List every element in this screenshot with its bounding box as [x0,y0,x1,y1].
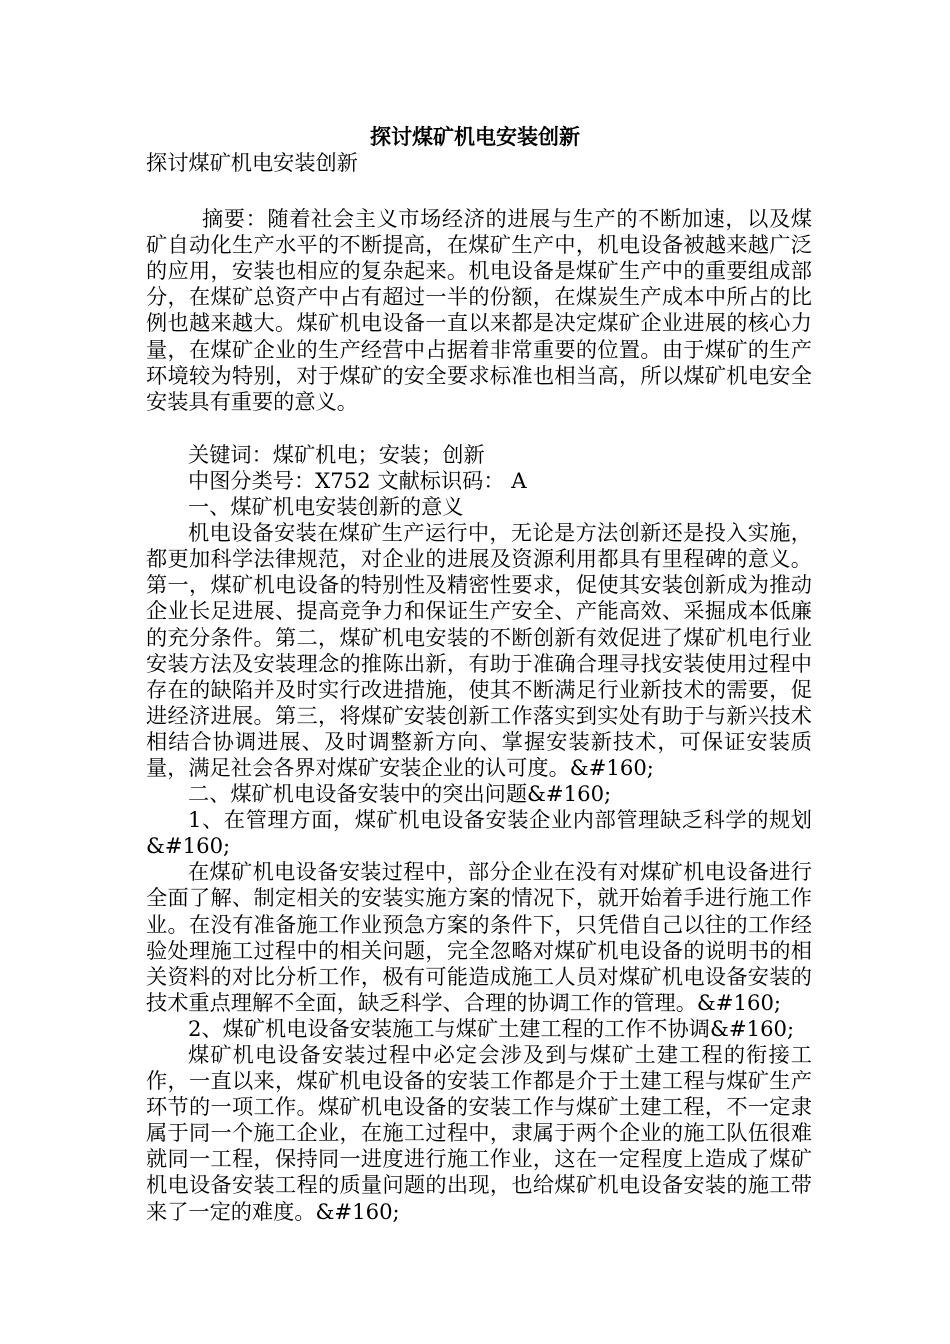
subsection-2-heading: 2、煤矿机电设备安装施工与煤矿土建工程的工作不协调&#160; [188,1015,795,1041]
section-1-heading: 一、煤矿机电安装创新的意义 [188,494,464,520]
document-title: 探讨煤矿机电安装创新 [370,125,580,149]
subsection-2-paragraph: 煤矿机电设备安装过程中必定会涉及到与煤矿土建工程的衔接工作，一直以来，煤矿机电设备的安装工作都是介于土建工程与煤矿生产环节的一项工作。煤矿机电设备的安装工作与煤矿土建工程，不一定隶属于同一个施工企业，在施工过程中，隶属于两个企业的施工队伍很难就同一工程，保持同一进度进行施工作业，这在一定程度上造成了煤矿机电设备安装工程的质量问题的出现，也给煤矿机电设备安装的施工带来了一定的难度。&#160; [146,1042,812,1224]
document-body [146,150,812,1225]
keywords-line: 关键词：煤矿机电；安装；创新 [188,441,485,467]
classification-line: 中图分类号：X752 文献标识码： A [188,467,527,493]
subsection-1-heading: 1、在管理方面，煤矿机电设备安装企业内部管理缺乏科学的规划&#160; [146,807,812,859]
section-2-heading: 二、煤矿机电设备安装中的突出问题&#160; [188,781,612,807]
section-1-paragraph: 机电设备安装在煤矿生产运行中，无论是方法创新还是投入实施，都更加科学法律规范，对企业的进展及资源利用都具有里程碑的意义。第一，煤矿机电设备的特别性及精密性要求，促使其安装创新成为推动企业长足进展、提高竞争力和保证生产安全、产能高效、采掘成本低廉的充分条件。第二，煤矿机电安装的不断创新有效促进了煤矿机电行业安装方法及安装理念的推陈出新，有助于准确合理寻找安装使用过程中存在的缺陷并及时实行改进措施，使其不断满足行业新技术的需要，促进经济进展。第三，将煤矿安装创新工作落实到实处有助于与新兴技术相结合协调进展、及时调整新方向、掌握安装新技术，可保证安装质量，满足社会各界对煤矿安装企业的认可度。&#160; [146,520,812,780]
blank-line [146,415,812,442]
blank-line [146,176,812,206]
abstract-paragraph: 摘要：随着社会主义市场经济的进展与生产的不断加速，以及煤矿自动化生产水平的不断提高，在煤矿生产中，机电设备被越来越广泛的应用，安装也相应的复杂起来。机电设备是煤矿生产中的重要组成部分，在煤矿总资产中占有超过一半的份额，在煤炭生产成本中所占的比例也越来越大。煤矿机电设备一直以来都是决定煤矿企业进展的核心力量，在煤矿企业的生产经营中占据着非常重要的位置。由于煤矿的生产环境较为特别，对于煤矿的安全要求标准也相当高，所以煤矿机电安全安装具有重要的意义。 [146,206,812,414]
subsection-1-paragraph: 在煤矿机电设备安装过程中，部分企业在没有对煤矿机电设备进行全面了解、制定相关的安装实施方案的情况下，就开始着手进行施工作业。在没有准备施工作业预急方案的条件下，只凭借自己以往的工作经验处理施工过程中的相关问题，完全忽略对煤矿机电设备的说明书的相关资料的对比分析工作，极有可能造成施工人员对煤矿机电设备安装的技术重点理解不全面，缺乏科学、合理的协调工作的管理。&#160; [146,859,812,1015]
document-subtitle: 探讨煤矿机电安装创新 [146,150,358,175]
